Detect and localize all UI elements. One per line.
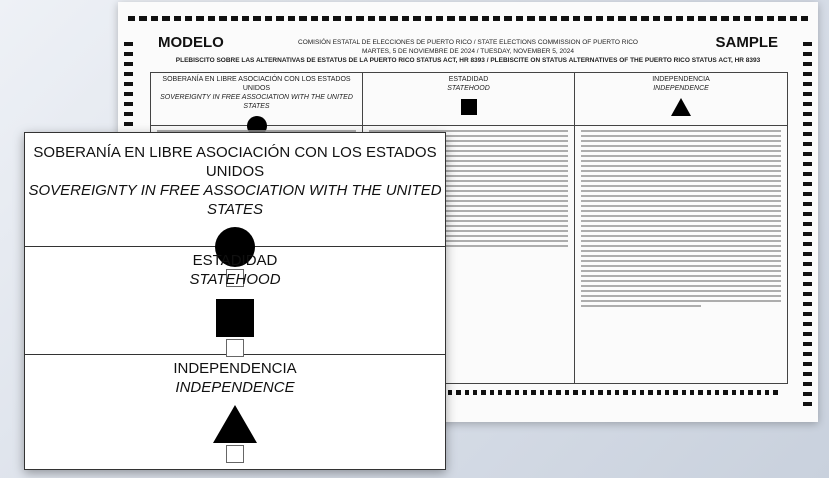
right-timing-marks [803, 42, 812, 406]
option-independence [25, 355, 445, 469]
option-label-es: INDEPENDENCIA [173, 360, 297, 377]
top-timing-marks [128, 16, 808, 21]
square-icon [216, 299, 254, 337]
ballot-column-independence [575, 73, 787, 383]
option-label-en: STATEHOOD [189, 271, 281, 288]
election-date: MARTES, 5 DE NOVIEMBRE DE 2024 / TUESDAY, NOVEMBER 5, 2024 [362, 48, 574, 55]
commission-title: COMISIÓN ESTATAL DE ELECCIONES DE PUERTO RICO / STATE ELECTIONS COMMISSION OF PUERTO RICO [298, 39, 638, 46]
option-label-es: INDEPENDENCIA [652, 76, 710, 83]
option-label-es: ESTADIDAD [192, 252, 278, 269]
independence-checkbox[interactable] [226, 445, 244, 463]
option-label-es: SOBERANÍA EN LIBRE ASOCIACIÓN CON LOS ESTADOS UNIDOS [162, 76, 351, 92]
option-label-es: ESTADIDAD [448, 76, 489, 83]
square-icon [461, 99, 477, 115]
zoomed-ballot-options [24, 132, 446, 470]
plebiscite-title: PLEBISCITO SOBRE LAS ALTERNATIVAS DE ESTATUS DE LA PUERTO RICO STATUS ACT, HR 8393 / PLEBISCITE ON STATUS ALTERNATIVES OF THE PUERTO RICO STATUS ACT, HR 8393 [175, 57, 761, 64]
modelo-label: MODELO [158, 34, 224, 51]
option-label-en: SOVEREIGNTY IN FREE ASSOCIATION WITH THE UNITED STATES [160, 94, 353, 110]
ballot-header [158, 34, 778, 65]
option-label-en: SOVEREIGNTY IN FREE ASSOCIATION WITH THE UNITED STATES [28, 182, 442, 218]
bottom-timing-marks [448, 390, 778, 395]
triangle-icon [213, 405, 257, 443]
option-label-en: STATEHOOD [447, 85, 490, 92]
option-label-en: INDEPENDENCE [175, 379, 295, 396]
sample-label: SAMPLE [715, 34, 778, 51]
option-statehood [25, 247, 445, 355]
triangle-icon [671, 98, 691, 116]
option-label-es: SOBERANÍA EN LIBRE ASOCIACIÓN CON LOS ESTADOS UNIDOS [33, 144, 437, 180]
option-description-text [575, 126, 787, 314]
option-label-en: INDEPENDENCE [653, 85, 709, 92]
option-free-association [25, 133, 445, 247]
